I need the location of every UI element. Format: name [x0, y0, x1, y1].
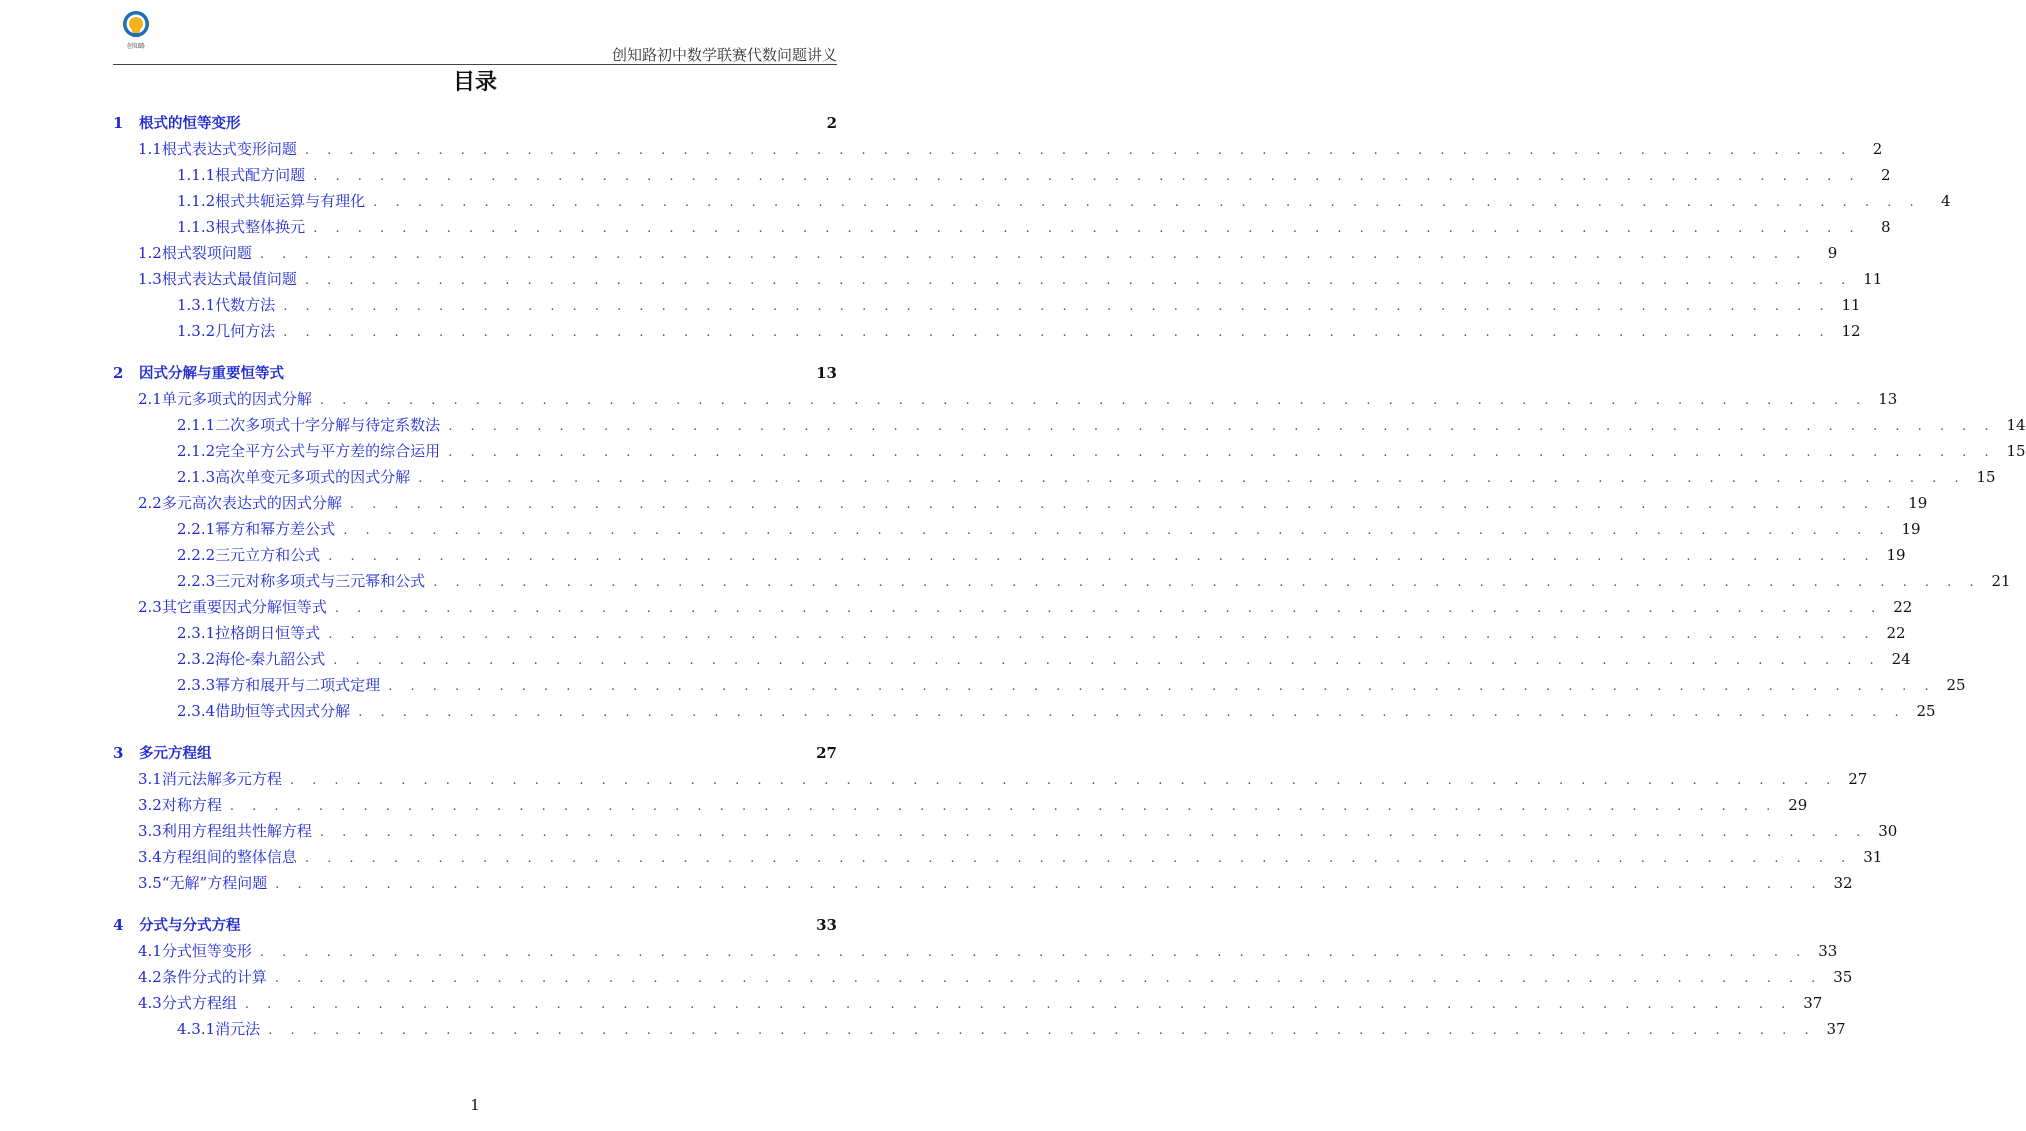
toc-subsection-number: 2.2.3 [177, 572, 216, 590]
toc-subsection-title: 代数方法 [215, 296, 276, 314]
toc-subsection-title: 三元立方和公式 [215, 546, 321, 564]
toc-subsection-entry[interactable] [113, 318, 1861, 344]
toc-subsection-entry[interactable] [113, 438, 2026, 464]
dot-leader: . . . . . . . . . . . . . . . . . . . . . . . . . . . . . . . . . . . . . . . . . . . . . . . . . . . . . . . . . . . . . . . . . . . . . . [283, 325, 1831, 340]
toc-subsection-number: 1.3.2 [177, 322, 216, 340]
dot-leader: . . . . . . . . . . . . . . . . . . . . . . . . . . . . . . . . . . . . . . . . . . . . . . . . . . . . . . . . . . . . . . . . . . . . . . [373, 195, 1921, 210]
toc-chapter-number: 1 [113, 114, 124, 132]
toc-section-title: 消元法解多元方程 [161, 770, 282, 788]
toc-section-page: 9 [1827, 244, 1838, 262]
table-of-contents [113, 110, 2026, 1042]
toc-section-number: 4.1 [138, 942, 162, 960]
toc-subsection-title: 完全平方公式与平方差的综合运用 [215, 442, 441, 460]
toc-subsection-entry[interactable] [113, 188, 1951, 214]
toc-chapter-entry[interactable] [113, 110, 837, 136]
toc-section-entry[interactable] [113, 766, 1868, 792]
toc-section-page: 13 [1878, 390, 1898, 408]
toc-subsection-title: 高次单变元多项式的因式分解 [215, 468, 411, 486]
toc-subsection-number: 1.1.1 [177, 166, 216, 184]
toc-subsection-page: 25 [1946, 676, 1966, 694]
toc-section-number: 3.3 [138, 822, 162, 840]
dot-leader: . . . . . . . . . . . . . . . . . . . . . . . . . . . . . . . . . . . . . . . . . . . . . . . . . . . . . . . . . . . . . . . . . . . . . . [328, 627, 1876, 642]
dot-leader: . . . . . . . . . . . . . . . . . . . . . . . . . . . . . . . . . . . . . . . . . . . . . . . . . . . . . . . . . . . . . . . . . . . . . . [275, 877, 1823, 892]
toc-section-entry[interactable] [113, 792, 1808, 818]
toc-subsection-number: 2.2.2 [177, 546, 216, 564]
toc-section-page: 29 [1788, 796, 1808, 814]
toc-section-entry[interactable] [113, 938, 1838, 964]
toc-subsection-page: 2 [1881, 166, 1891, 184]
running-header-title: 创知路初中数学联赛代数问题讲义 [611, 46, 837, 64]
toc-chapter-entry[interactable] [113, 740, 837, 766]
toc-section-page: 31 [1863, 848, 1883, 866]
toc-subsection-entry[interactable] [113, 1016, 1846, 1042]
dot-leader: . . . . . . . . . . . . . . . . . . . . . . . . . . . . . . . . . . . . . . . . . . . . . . . . . . . . . . . . . . . . . . . . . . . . . . [418, 471, 1966, 486]
toc-section-number: 2.3 [138, 598, 162, 616]
toc-subsection-number: 1.1.3 [177, 218, 216, 236]
toc-subsection-title: 几何方法 [215, 322, 276, 340]
toc-subsection-number: 4.3.1 [177, 1020, 216, 1038]
toc-subsection-title: 三元对称多项式与三元幂和公式 [215, 572, 426, 590]
page-number: 1 [470, 1096, 480, 1114]
toc-section-number: 2.1 [138, 390, 162, 408]
toc-section-page: 37 [1803, 994, 1823, 1012]
toc-subsection-number: 2.3.3 [177, 676, 216, 694]
toc-section-entry[interactable] [113, 490, 1928, 516]
dot-leader: . . . . . . . . . . . . . . . . . . . . . . . . . . . . . . . . . . . . . . . . . . . . . . . . . . . . . . . . . . . . . . . . . . . . . . [313, 221, 1861, 236]
toc-subsection-entry[interactable] [113, 464, 1996, 490]
toc-subsection-title: 借助恒等式因式分解 [215, 702, 351, 720]
toc-subsection-page: 25 [1916, 702, 1936, 720]
toc-section-page: 30 [1878, 822, 1898, 840]
toc-subsection-number: 2.1.1 [177, 416, 216, 434]
toc-section-entry[interactable] [113, 594, 1913, 620]
dot-leader: . . . . . . . . . . . . . . . . . . . . . . . . . . . . . . . . . . . . . . . . . . . . . . . . . . . . . . . . . . . . . . . . . . . . . . [268, 1023, 1816, 1038]
toc-section-entry[interactable] [113, 136, 1883, 162]
dot-leader: . . . . . . . . . . . . . . . . . . . . . . . . . . . . . . . . . . . . . . . . . . . . . . . . . . . . . . . . . . . . . . . . . . . . . . [304, 851, 1853, 866]
toc-section-title: 分式方程组 [161, 994, 237, 1012]
toc-section-title: 多元高次表达式的因式分解 [161, 494, 342, 512]
toc-section-title: 单元多项式的因式分解 [161, 390, 312, 408]
toc-subsection-entry[interactable] [113, 412, 2026, 438]
toc-subsection-page: 22 [1886, 624, 1906, 642]
dot-leader: . . . . . . . . . . . . . . . . . . . . . . . . . . . . . . . . . . . . . . . . . . . . . . . . . . . . . . . . . . . . . . . . . . . . . . [259, 945, 1808, 960]
toc-section-number: 3.1 [138, 770, 162, 788]
toc-section-entry[interactable] [113, 844, 1883, 870]
logo-caption: 创知路 [126, 43, 145, 50]
toc-section-page: 11 [1863, 270, 1883, 288]
dot-leader: . . . . . . . . . . . . . . . . . . . . . . . . . . . . . . . . . . . . . . . . . . . . . . . . . . . . . . . . . . . . . . . . . . . . . . [328, 549, 1876, 564]
toc-subsection-number: 2.1.3 [177, 468, 216, 486]
toc-subsection-page: 19 [1901, 520, 1921, 538]
dot-leader: . . . . . . . . . . . . . . . . . . . . . . . . . . . . . . . . . . . . . . . . . . . . . . . . . . . . . . . . . . . . . . . . . . . . . . [349, 497, 1898, 512]
dot-leader: . . . . . . . . . . . . . . . . . . . . . . . . . . . . . . . . . . . . . . . . . . . . . . . . . . . . . . . . . . . . . . . . . . . . . . [358, 705, 1906, 720]
toc-subsection-title: 幂方和幂方差公式 [215, 520, 336, 538]
toc-subsection-entry[interactable] [113, 292, 1861, 318]
toc-chapter-page: 2 [826, 114, 837, 132]
toc-subsection-page: 12 [1841, 322, 1861, 340]
toc-chapter-page: 13 [816, 364, 837, 382]
toc-subsection-title: 二次多项式十字分解与待定系数法 [215, 416, 441, 434]
toc-section-number: 2.2 [138, 494, 162, 512]
toc-subsection-number: 2.3.4 [177, 702, 216, 720]
toc-section-entry[interactable] [113, 240, 1838, 266]
toc-section-page: 32 [1833, 874, 1853, 892]
toc-subsection-entry[interactable] [113, 516, 1921, 542]
toc-section-number: 4.2 [138, 968, 162, 986]
toc-subsection-page: 11 [1841, 296, 1861, 314]
toc-subsection-page: 21 [1991, 572, 2011, 590]
toc-chapter-number: 2 [113, 364, 124, 382]
toc-section-title: 其它重要因式分解恒等式 [161, 598, 327, 616]
toc-section-title: 对称方程 [161, 796, 222, 814]
toc-subsection-page: 15 [2006, 442, 2026, 460]
toc-subsection-number: 1.1.2 [177, 192, 216, 210]
toc-section-number: 3.4 [138, 848, 162, 866]
toc-subsection-title: 幂方和展开与二项式定理 [215, 676, 381, 694]
dot-leader: . . . . . . . . . . . . . . . . . . . . . . . . . . . . . . . . . . . . . . . . . . . . . . . . . . . . . . . . . . . . . . . . . . . . . . [229, 799, 1778, 814]
toc-subsection-title: 海伦-秦九韶公式 [215, 650, 326, 668]
dot-leader: . . . . . . . . . . . . . . . . . . . . . . . . . . . . . . . . . . . . . . . . . . . . . . . . . . . . . . . . . . . . . . . . . . . . . . [343, 523, 1891, 538]
dot-leader: . . . . . . . . . . . . . . . . . . . . . . . . . . . . . . . . . . . . . . . . . . . . . . . . . . . . . . . . . . . . . . . . . . . . . . [319, 825, 1868, 840]
toc-subsection-page: 15 [1976, 468, 1996, 486]
toc-subsection-page: 24 [1891, 650, 1911, 668]
toc-subsection-page: 14 [2006, 416, 2026, 434]
dot-leader: . . . . . . . . . . . . . . . . . . . . . . . . . . . . . . . . . . . . . . . . . . . . . . . . . . . . . . . . . . . . . . . . . . . . . . [334, 601, 1883, 616]
toc-subsection-number: 1.3.1 [177, 296, 216, 314]
dot-leader: . . . . . . . . . . . . . . . . . . . . . . . . . . . . . . . . . . . . . . . . . . . . . . . . . . . . . . . . . . . . . . . . . . . . . . [448, 419, 1996, 434]
toc-subsection-number: 2.1.2 [177, 442, 216, 460]
toc-subsection-page: 37 [1826, 1020, 1846, 1038]
toc-section-entry[interactable] [113, 964, 1853, 990]
toc-subsection-title: 根式共轭运算与有理化 [215, 192, 366, 210]
toc-section-entry[interactable] [113, 870, 1853, 896]
dot-leader: . . . . . . . . . . . . . . . . . . . . . . . . . . . . . . . . . . . . . . . . . . . . . . . . . . . . . . . . . . . . . . . . . . . . . . [283, 299, 1831, 314]
toc-section-entry[interactable] [113, 990, 1823, 1016]
toc-section-page: 27 [1848, 770, 1868, 788]
toc-chapter-entry[interactable] [113, 360, 837, 386]
toc-subsection-title: 根式配方问题 [215, 166, 306, 184]
dot-leader: . . . . . . . . . . . . . . . . . . . . . . . . . . . . . . . . . . . . . . . . . . . . . . . . . . . . . . . . . . . . . . . . . . . . . . [304, 273, 1853, 288]
toc-section-page: 2 [1872, 140, 1883, 158]
toc-chapter-entry[interactable] [113, 912, 837, 938]
toc-subsection-title: 消元法 [215, 1020, 261, 1038]
dot-leader: . . . . . . . . . . . . . . . . . . . . . . . . . . . . . . . . . . . . . . . . . . . . . . . . . . . . . . . . . . . . . . . . . . . . . . [289, 773, 1838, 788]
toc-title: 目录 [452, 70, 497, 95]
toc-subsection-entry[interactable] [113, 542, 1906, 568]
dot-leader: . . . . . . . . . . . . . . . . . . . . . . . . . . . . . . . . . . . . . . . . . . . . . . . . . . . . . . . . . . . . . . . . . . . . . . [433, 575, 1981, 590]
dot-leader: . . . . . . . . . . . . . . . . . . . . . . . . . . . . . . . . . . . . . . . . . . . . . . . . . . . . . . . . . . . . . . . . . . . . . . [244, 997, 1793, 1012]
toc-section-page: 22 [1893, 598, 1913, 616]
toc-section-title: 根式表达式变形问题 [161, 140, 297, 158]
dot-leader: . . . . . . . . . . . . . . . . . . . . . . . . . . . . . . . . . . . . . . . . . . . . . . . . . . . . . . . . . . . . . . . . . . . . . . [313, 169, 1861, 184]
dot-leader: . . . . . . . . . . . . . . . . . . . . . . . . . . . . . . . . . . . . . . . . . . . . . . . . . . . . . . . . . . . . . . . . . . . . . . [274, 971, 1823, 986]
dot-leader: . . . . . . . . . . . . . . . . . . . . . . . . . . . . . . . . . . . . . . . . . . . . . . . . . . . . . . . . . . . . . . . . . . . . . . [304, 143, 1853, 158]
toc-chapter-title: 因式分解与重要恒等式 [139, 366, 284, 382]
toc-section-number: 4.3 [138, 994, 162, 1012]
toc-section-title: 根式裂项问题 [161, 244, 252, 262]
toc-section-entry[interactable] [113, 386, 1898, 412]
dot-leader: . . . . . . . . . . . . . . . . . . . . . . . . . . . . . . . . . . . . . . . . . . . . . . . . . . . . . . . . . . . . . . . . . . . . . . [259, 247, 1808, 262]
dot-leader: . . . . . . . . . . . . . . . . . . . . . . . . . . . . . . . . . . . . . . . . . . . . . . . . . . . . . . . . . . . . . . . . . . . . . . [448, 445, 1996, 460]
toc-section-number: 3.5 [138, 874, 162, 892]
dot-leader: . . . . . . . . . . . . . . . . . . . . . . . . . . . . . . . . . . . . . . . . . . . . . . . . . . . . . . . . . . . . . . . . . . . . . . [333, 653, 1881, 668]
toc-subsection-entry[interactable] [113, 214, 1891, 240]
toc-section-number: 3.2 [138, 796, 162, 814]
toc-section-page: 19 [1908, 494, 1928, 512]
toc-chapter-title: 分式与分式方程 [139, 918, 241, 934]
toc-section-page: 33 [1818, 942, 1838, 960]
toc-chapter-page: 33 [816, 916, 837, 934]
toc-section-title: 利用方程组共性解方程 [161, 822, 312, 840]
toc-chapter-number: 4 [113, 916, 124, 934]
toc-subsection-title: 拉格朗日恒等式 [215, 624, 321, 642]
toc-subsection-entry[interactable] [113, 698, 1936, 724]
toc-subsection-number: 2.3.2 [177, 650, 216, 668]
toc-section-entry[interactable] [113, 818, 1898, 844]
toc-section-title: 方程组间的整体信息 [161, 848, 297, 866]
toc-subsection-entry[interactable] [113, 162, 1891, 188]
toc-subsection-entry[interactable] [113, 672, 1966, 698]
toc-section-title: 根式表达式最值问题 [161, 270, 297, 288]
toc-section-number: 1.3 [138, 270, 162, 288]
toc-subsection-page: 19 [1886, 546, 1906, 564]
toc-subsection-page: 8 [1881, 218, 1891, 236]
toc-chapter-number: 3 [113, 744, 124, 762]
toc-chapter-page: 27 [816, 744, 837, 762]
toc-section-title: 分式恒等变形 [161, 942, 252, 960]
toc-subsection-entry[interactable] [113, 646, 1911, 672]
dot-leader: . . . . . . . . . . . . . . . . . . . . . . . . . . . . . . . . . . . . . . . . . . . . . . . . . . . . . . . . . . . . . . . . . . . . . . [319, 393, 1868, 408]
dot-leader: . . . . . . . . . . . . . . . . . . . . . . . . . . . . . . . . . . . . . . . . . . . . . . . . . . . . . . . . . . . . . . . . . . . . . . [388, 679, 1936, 694]
toc-subsection-number: 2.2.1 [177, 520, 216, 538]
toc-section-title: “无解”方程问题 [161, 874, 268, 892]
toc-subsection-number: 2.3.1 [177, 624, 216, 642]
toc-subsection-entry[interactable] [113, 568, 2011, 594]
toc-section-title: 条件分式的计算 [161, 968, 267, 986]
toc-subsection-page: 4 [1941, 192, 1951, 210]
toc-subsection-title: 根式整体换元 [215, 218, 306, 236]
toc-subsection-entry[interactable] [113, 620, 1906, 646]
toc-section-number: 1.2 [138, 244, 162, 262]
toc-chapter-title: 根式的恒等变形 [139, 116, 241, 132]
toc-section-page: 35 [1833, 968, 1853, 986]
toc-section-entry[interactable] [113, 266, 1883, 292]
toc-section-number: 1.1 [138, 140, 162, 158]
toc-chapter-title: 多元方程组 [139, 746, 212, 762]
